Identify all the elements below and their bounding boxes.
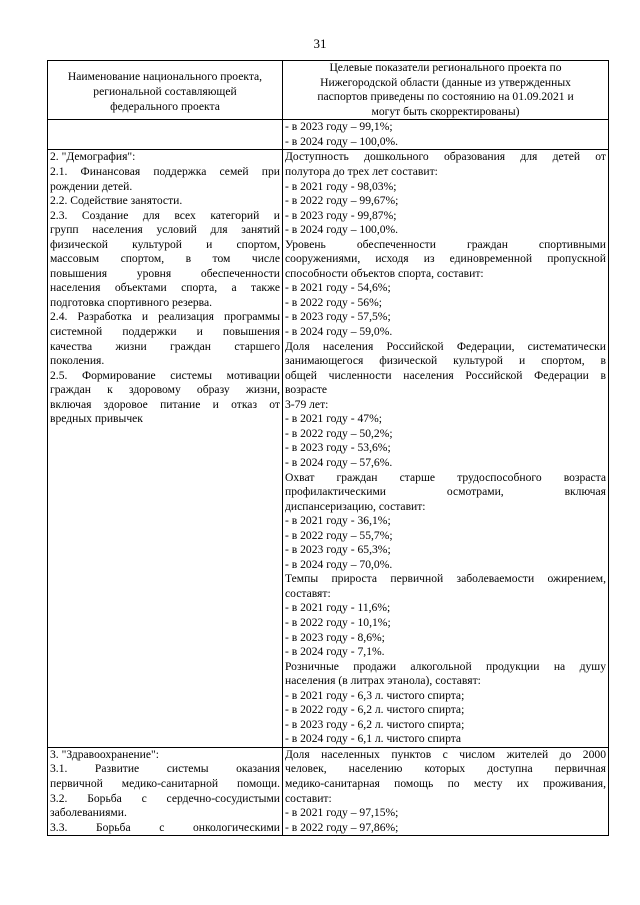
text-line: 3.2. Борьба с сердечно-сосудистыми bbox=[50, 791, 280, 805]
text-line: - в 2023 году - 65,3%; bbox=[285, 543, 391, 557]
text-line: включая здоровое питание и отказ от bbox=[50, 397, 280, 411]
text-line: диспансеризацию, составит: bbox=[285, 499, 426, 513]
text-line: сооружениями, исходя из единовременной пропускной bbox=[285, 252, 606, 266]
text-line: вредных привычек bbox=[50, 412, 143, 426]
text-line: способности объектов спорта, составит: bbox=[285, 266, 484, 280]
header-project-name bbox=[48, 61, 283, 120]
text-line: - в 2021 году – 97,15%; bbox=[285, 806, 399, 820]
text-line: - в 2024 году – 59,0%. bbox=[285, 325, 393, 339]
text-line: Доступность дошкольного образования для детей от bbox=[285, 150, 606, 164]
header-target-indicators bbox=[283, 61, 609, 120]
text-line: - в 2021 году - 6,3 л. чистого спирта; bbox=[285, 688, 465, 702]
text-line: Наименование национального проекта, bbox=[67, 70, 263, 83]
indicators-cell bbox=[283, 150, 609, 747]
text-line: Охват граждан старше трудоспособного возраста bbox=[285, 470, 606, 484]
text-line: групп населения условий для занятий bbox=[50, 223, 280, 237]
text-line: - в 2022 году – 50,2%; bbox=[285, 426, 393, 440]
table-row-healthcare bbox=[48, 747, 609, 835]
text-line: 2.4. Разработка и реализация программы bbox=[50, 310, 280, 324]
text-line: могут быть скорректированы) bbox=[371, 104, 520, 118]
text-line: - в 2021 году - 54,6%; bbox=[285, 281, 391, 295]
text-line: - в 2022 году - 56%; bbox=[285, 295, 382, 309]
text-line: качества жизни граждан старшего bbox=[50, 339, 280, 353]
text-line: 3-79 лет: bbox=[285, 397, 329, 411]
text-line: полутора до трех лет составит: bbox=[285, 165, 438, 179]
text-line: общей численности населения Российской Федерации в bbox=[285, 368, 606, 382]
text-line: паспортов приведены по состоянию на 01.09.2021 и bbox=[317, 90, 574, 104]
text-line: человек, населению которых доступна первичная bbox=[285, 762, 606, 776]
text-line: 2.3. Создание для всех категорий и bbox=[50, 208, 280, 222]
text-line: - в 2022 году – 97,86%; bbox=[285, 820, 399, 834]
project-cell bbox=[48, 747, 283, 835]
text-line: 2.5. Формирование системы мотивации bbox=[50, 368, 280, 382]
text-line: - в 2021 году - 11,6%; bbox=[285, 601, 391, 615]
text-line: 3.1. Развитие системы оказания bbox=[50, 762, 280, 776]
text-line: - в 2021 году - 47%; bbox=[285, 412, 382, 426]
text-line: медико-санитарная помощь по месту их проживания, bbox=[285, 776, 606, 790]
text-line: - в 2022 году - 6,2 л. чистого спирта; bbox=[285, 703, 465, 717]
text-line: 2.2. Содействие занятости. bbox=[50, 194, 183, 208]
page-number: 31 bbox=[313, 36, 327, 51]
indicators-cell bbox=[283, 120, 609, 150]
text-line: - в 2024 году - 7,1%. bbox=[285, 645, 385, 659]
text-line: - в 2023 году - 57,5%; bbox=[285, 310, 391, 324]
text-line: возрасте bbox=[285, 383, 328, 397]
table-row bbox=[48, 120, 609, 150]
text-line: региональной составляющей bbox=[93, 85, 237, 98]
text-line: Розничные продажи алкогольной продукции на душу bbox=[285, 659, 606, 673]
targets-table bbox=[47, 60, 609, 836]
text-line: занимающегося физической культурой и спортом, в bbox=[285, 354, 606, 368]
table-row-demography bbox=[48, 150, 609, 747]
text-line: населения (в литрах этанола), составят: bbox=[285, 674, 481, 688]
text-line: Целевые показатели регионального проекта по bbox=[329, 61, 562, 74]
text-line: - в 2024 году – 100,0%. bbox=[285, 223, 399, 237]
project-cell bbox=[48, 150, 283, 747]
text-line: рождении детей. bbox=[50, 179, 133, 193]
text-line: составят: bbox=[285, 586, 331, 600]
text-line: - в 2021 году - 36,1%; bbox=[285, 514, 391, 528]
text-line: Уровень обеспеченности граждан спортивными bbox=[285, 237, 606, 251]
text-line: - в 2023 году - 99,87%; bbox=[285, 208, 397, 222]
text-line: - в 2023 году – 99,1%; bbox=[285, 120, 393, 134]
indicators-cell bbox=[283, 747, 609, 835]
text-line: поколения. bbox=[50, 354, 105, 368]
text-line: заболеваниями. bbox=[50, 806, 127, 820]
text-line: 2.1. Финансовая поддержка семей при bbox=[50, 165, 280, 179]
text-line: профилактическими осмотрами, включая bbox=[285, 485, 606, 499]
text-line: системной поддержки и повышения bbox=[50, 325, 280, 339]
text-line: федерального проекта bbox=[110, 100, 220, 113]
text-line: 3.3. Борьба с онкологическими bbox=[50, 820, 280, 834]
text-line: массовым спортом, в том числе bbox=[50, 252, 280, 266]
text-line: 2. "Демография": bbox=[50, 150, 136, 164]
text-line: повышения уровня обеспеченности bbox=[50, 266, 280, 280]
text-line: составит: bbox=[285, 791, 332, 805]
text-line: Доля населения Российской Федерации, систематически bbox=[285, 339, 606, 353]
text-line: Доля населенных пунктов с числом жителей до 2000 bbox=[285, 747, 606, 761]
text-line: Темпы прироста первичной заболеваемости ожирением, bbox=[285, 572, 606, 586]
text-line: - в 2022 году – 55,7%; bbox=[285, 528, 393, 542]
text-line: - в 2023 году - 8,6%; bbox=[285, 630, 385, 644]
text-line: - в 2024 году – 70,0%. bbox=[285, 557, 393, 571]
text-line: - в 2022 году - 10,1%; bbox=[285, 615, 391, 629]
text-line: первичной медико-санитарной помощи. bbox=[50, 776, 280, 790]
text-line: - в 2024 году – 100,0%. bbox=[285, 134, 399, 148]
text-line: - в 2024 году - 6,1 л. чистого спирта bbox=[285, 732, 462, 746]
text-line: физической культурой и спортом, bbox=[50, 237, 280, 251]
text-line: граждан к здоровому образу жизни, bbox=[50, 383, 280, 397]
text-line: подготовка спортивного резерва. bbox=[50, 295, 213, 309]
text-line: 3. "Здравоохранение": bbox=[50, 747, 159, 761]
text-line: - в 2023 году - 53,6%; bbox=[285, 441, 391, 455]
project-cell bbox=[48, 120, 283, 150]
text-line: - в 2021 году - 98,03%; bbox=[285, 179, 397, 193]
text-line: - в 2024 году – 57,6%. bbox=[285, 455, 393, 469]
text-line: населения объектами спорта, а также bbox=[50, 281, 280, 295]
table-header-row bbox=[48, 61, 609, 120]
text-line: Нижегородской области (данные из утвержденных bbox=[320, 75, 571, 89]
text-line: - в 2022 году – 99,67%; bbox=[285, 194, 399, 208]
text-line: - в 2023 году - 6,2 л. чистого спирта; bbox=[285, 717, 465, 731]
